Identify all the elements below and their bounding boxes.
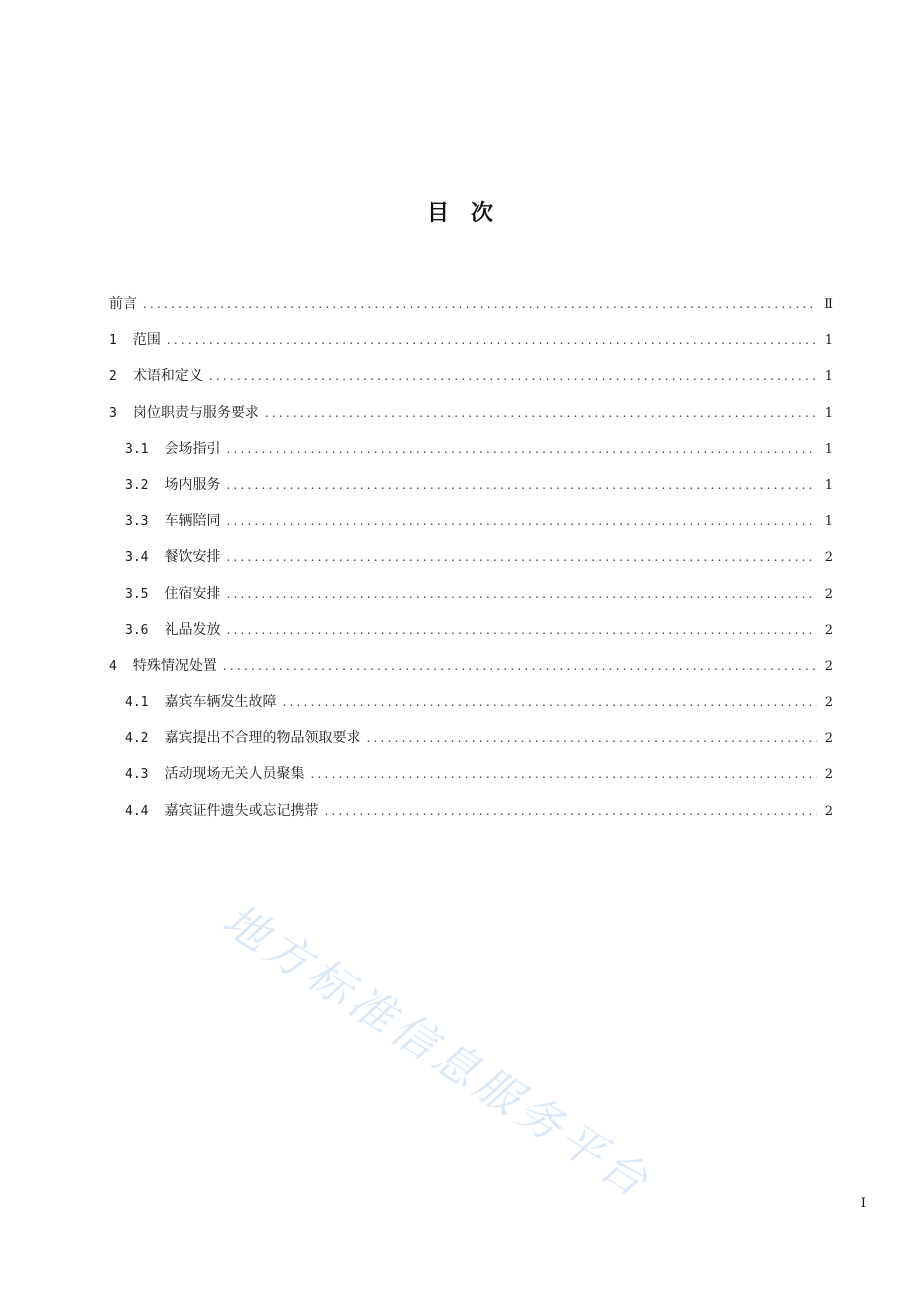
toc-entry-label: 嘉宾证件遗失或忘记携带	[164, 802, 319, 819]
toc-entry-label: 特殊情况处置	[132, 657, 217, 674]
toc-entry-label: 岗位职责与服务要求	[132, 404, 259, 421]
toc-dot-leader	[143, 286, 817, 322]
toc-entry-label: 术语和定义	[132, 368, 203, 385]
toc-entry-3-3[interactable]	[109, 503, 833, 539]
toc-entry-3[interactable]	[109, 395, 833, 431]
toc-entry-number: 1	[109, 333, 117, 349]
toc-entry-number: 4.3	[125, 767, 149, 783]
toc-entry-page: 1	[824, 441, 833, 457]
toc-dot-leader	[226, 576, 817, 612]
toc-dot-leader	[310, 756, 817, 792]
toc-entry-number: 3.1	[125, 441, 149, 457]
toc-entry-number: 4.4	[125, 803, 149, 819]
toc-dot-leader	[223, 648, 817, 684]
toc-dot-leader	[209, 358, 817, 394]
toc-entry-number: 3	[109, 405, 117, 421]
toc-entry-4-4[interactable]	[109, 793, 833, 829]
toc-entry-label: 嘉宾车辆发生故障	[164, 694, 277, 711]
toc-dot-leader	[226, 467, 817, 503]
toc-dot-leader	[324, 793, 817, 829]
toc-entry-number: 3.3	[125, 514, 149, 530]
toc-entry-number: 2	[109, 369, 117, 385]
toc-entry-page: 2	[824, 695, 833, 711]
toc-entry-page: 2	[824, 731, 833, 747]
toc-entry-page: 2	[824, 550, 833, 566]
toc-entry-number: 4.2	[125, 731, 149, 747]
toc-entry-page: 1	[824, 405, 833, 421]
toc-entry-4-2[interactable]	[109, 720, 833, 756]
toc-entry-preface[interactable]	[109, 286, 833, 322]
toc-entry-3-1[interactable]	[109, 431, 833, 467]
toc-entry-label: 嘉宾提出不合理的物品领取要求	[164, 730, 361, 747]
toc-entry-3-5[interactable]	[109, 576, 833, 612]
toc-entry-number: 4.1	[125, 695, 149, 711]
toc-entry-1[interactable]	[109, 322, 833, 358]
toc-entry-number: 3.5	[125, 586, 149, 602]
toc-entry-label: 车辆陪同	[164, 513, 221, 530]
toc-dot-leader	[167, 322, 817, 358]
toc-entry-label: 餐饮安排	[164, 549, 221, 566]
toc-entry-page: 2	[824, 622, 833, 638]
toc-entry-number: 3.6	[125, 622, 149, 638]
toc-dot-leader	[226, 431, 817, 467]
toc-entry-page: 1	[824, 514, 833, 530]
toc-entry-4[interactable]	[109, 648, 833, 684]
toc-entry-label: 活动现场无关人员聚集	[164, 766, 305, 783]
toc-entry-3-4[interactable]	[109, 539, 833, 575]
toc-entry-3-2[interactable]	[109, 467, 833, 503]
toc-entry-number: 3.4	[125, 550, 149, 566]
toc-entry-page: 2	[824, 586, 833, 602]
toc-entry-page: 2	[824, 803, 833, 819]
toc-entry-page: 2	[824, 658, 833, 674]
watermark: 地方标准信息服务平台	[213, 894, 661, 1210]
toc-entry-label: 礼品发放	[164, 621, 221, 638]
toc-entry-2[interactable]	[109, 358, 833, 394]
toc-entry-label: 范围	[132, 332, 161, 349]
toc-entry-number: 3.2	[125, 477, 149, 493]
toc-entry-page: 1	[824, 333, 833, 349]
toc-dot-leader	[226, 503, 817, 539]
toc-dot-leader	[366, 720, 817, 756]
toc-entry-label: 前言	[109, 296, 137, 312]
toc-entry-3-6[interactable]	[109, 612, 833, 648]
toc-entry-page: 1	[824, 477, 833, 493]
toc-entry-label: 场内服务	[164, 476, 221, 493]
table-of-contents	[109, 286, 833, 829]
toc-dot-leader	[226, 539, 817, 575]
toc-dot-leader	[265, 395, 817, 431]
toc-entry-page: Ⅱ	[824, 297, 833, 312]
toc-entry-page: 1	[824, 369, 833, 385]
toc-entry-4-1[interactable]	[109, 684, 833, 720]
toc-entry-page: 2	[824, 767, 833, 783]
toc-entry-4-3[interactable]	[109, 756, 833, 792]
toc-entry-label: 会场指引	[164, 440, 221, 457]
toc-dot-leader	[226, 612, 817, 648]
toc-entry-label: 住宿安排	[164, 585, 221, 602]
toc-entry-number: 4	[109, 658, 117, 674]
page-number: I	[860, 1196, 866, 1211]
toc-title: 目 次	[426, 201, 493, 226]
toc-dot-leader	[282, 684, 817, 720]
